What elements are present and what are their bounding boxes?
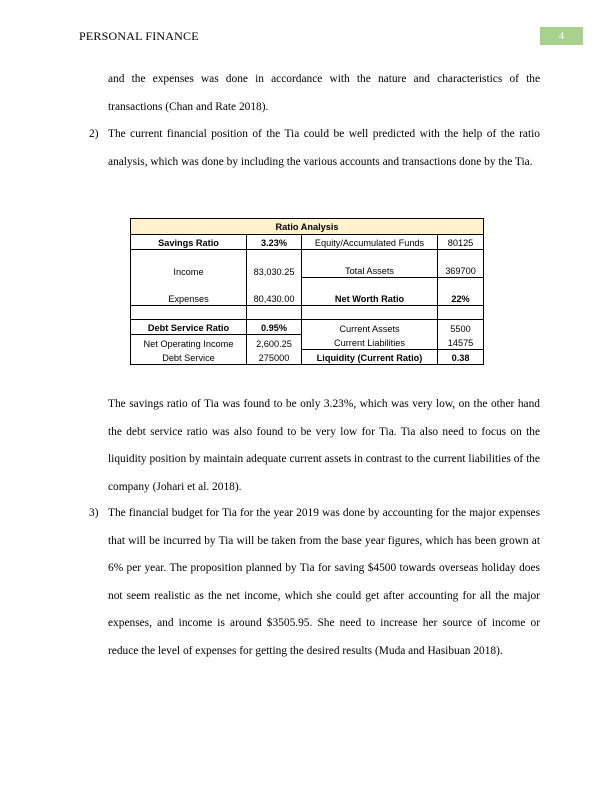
- income-label: Income: [131, 250, 247, 278]
- income-value: 83,030.25: [247, 250, 302, 278]
- current-assets-value: 5500: [438, 320, 484, 335]
- savings-ratio-value: 3.23%: [247, 235, 302, 250]
- current-liabilities-label: Current Liabilities: [302, 335, 438, 350]
- debt-service-value: 275000: [247, 350, 302, 365]
- list-item-3-text: The financial budget for Tia for the year 2019 was done by accounting for the major expenses that will be incurred by Tia will be taken from the base year figures, which has been grown at 6% per year. The proposition planned by Tia for saving $4500 towards overseas holiday does not seem realistic as the net income, which she could get after accounting for all the major expenses, and income is around $3505.95. She need to increase her source of income or reduce the level of expenses for getting the desired results (Muda and Hasibuan 2018).: [108, 507, 540, 657]
- empty-cell: [131, 306, 247, 320]
- net-operating-income-value: 2,600.25: [247, 335, 302, 350]
- total-assets-label: Total Assets: [302, 250, 438, 278]
- ratio-analysis-table: [130, 218, 484, 365]
- expenses-label: Expenses: [131, 278, 247, 306]
- list-number-3: 3): [89, 507, 99, 519]
- empty-cell: [302, 306, 438, 320]
- equity-label: Equity/Accumulated Funds: [302, 235, 438, 250]
- savings-ratio-label: Savings Ratio: [131, 235, 247, 250]
- paragraph-3: The savings ratio of Tia was found to be only 3.23%, which was very low, on the other hand the debt service ratio was also found to be very low for Tia. Tia also need to focus on the liquidity position by maintain adequate current assets in contrast to the current liabilities of the company (Johari et al. 2018).: [108, 398, 540, 493]
- empty-cell: [438, 306, 484, 320]
- debt-service-label: Debt Service: [131, 350, 247, 365]
- list-number-2: 2): [89, 128, 99, 140]
- paragraph-1: and the expenses was done in accordance with the nature and characteristics of the transactions (Chan and Rate 2018).: [108, 73, 540, 113]
- current-assets-label: Current Assets: [302, 320, 438, 335]
- running-header: PERSONAL FINANCE: [79, 29, 199, 43]
- page-number: 4: [540, 27, 583, 45]
- total-assets-value: 369700: [438, 250, 484, 278]
- net-worth-ratio-label: Net Worth Ratio: [302, 278, 438, 306]
- debt-service-ratio-value: 0.95%: [247, 320, 302, 335]
- equity-value: 80125: [438, 235, 484, 250]
- liquidity-label: Liquidity (Current Ratio): [302, 350, 438, 365]
- debt-service-ratio-label: Debt Service Ratio: [131, 320, 247, 335]
- empty-cell: [247, 306, 302, 320]
- current-liabilities-value: 14575: [438, 335, 484, 350]
- table-title: Ratio Analysis: [131, 219, 484, 235]
- liquidity-value: 0.38: [438, 350, 484, 365]
- net-operating-income-label: Net Operating Income: [131, 335, 247, 350]
- list-item-2-text: The current financial position of the Tia could be well predicted with the help of the ratio analysis, which was done by including the various accounts and transactions done by the Tia.: [108, 128, 540, 168]
- expenses-value: 80,430.00: [247, 278, 302, 306]
- net-worth-ratio-value: 22%: [438, 278, 484, 306]
